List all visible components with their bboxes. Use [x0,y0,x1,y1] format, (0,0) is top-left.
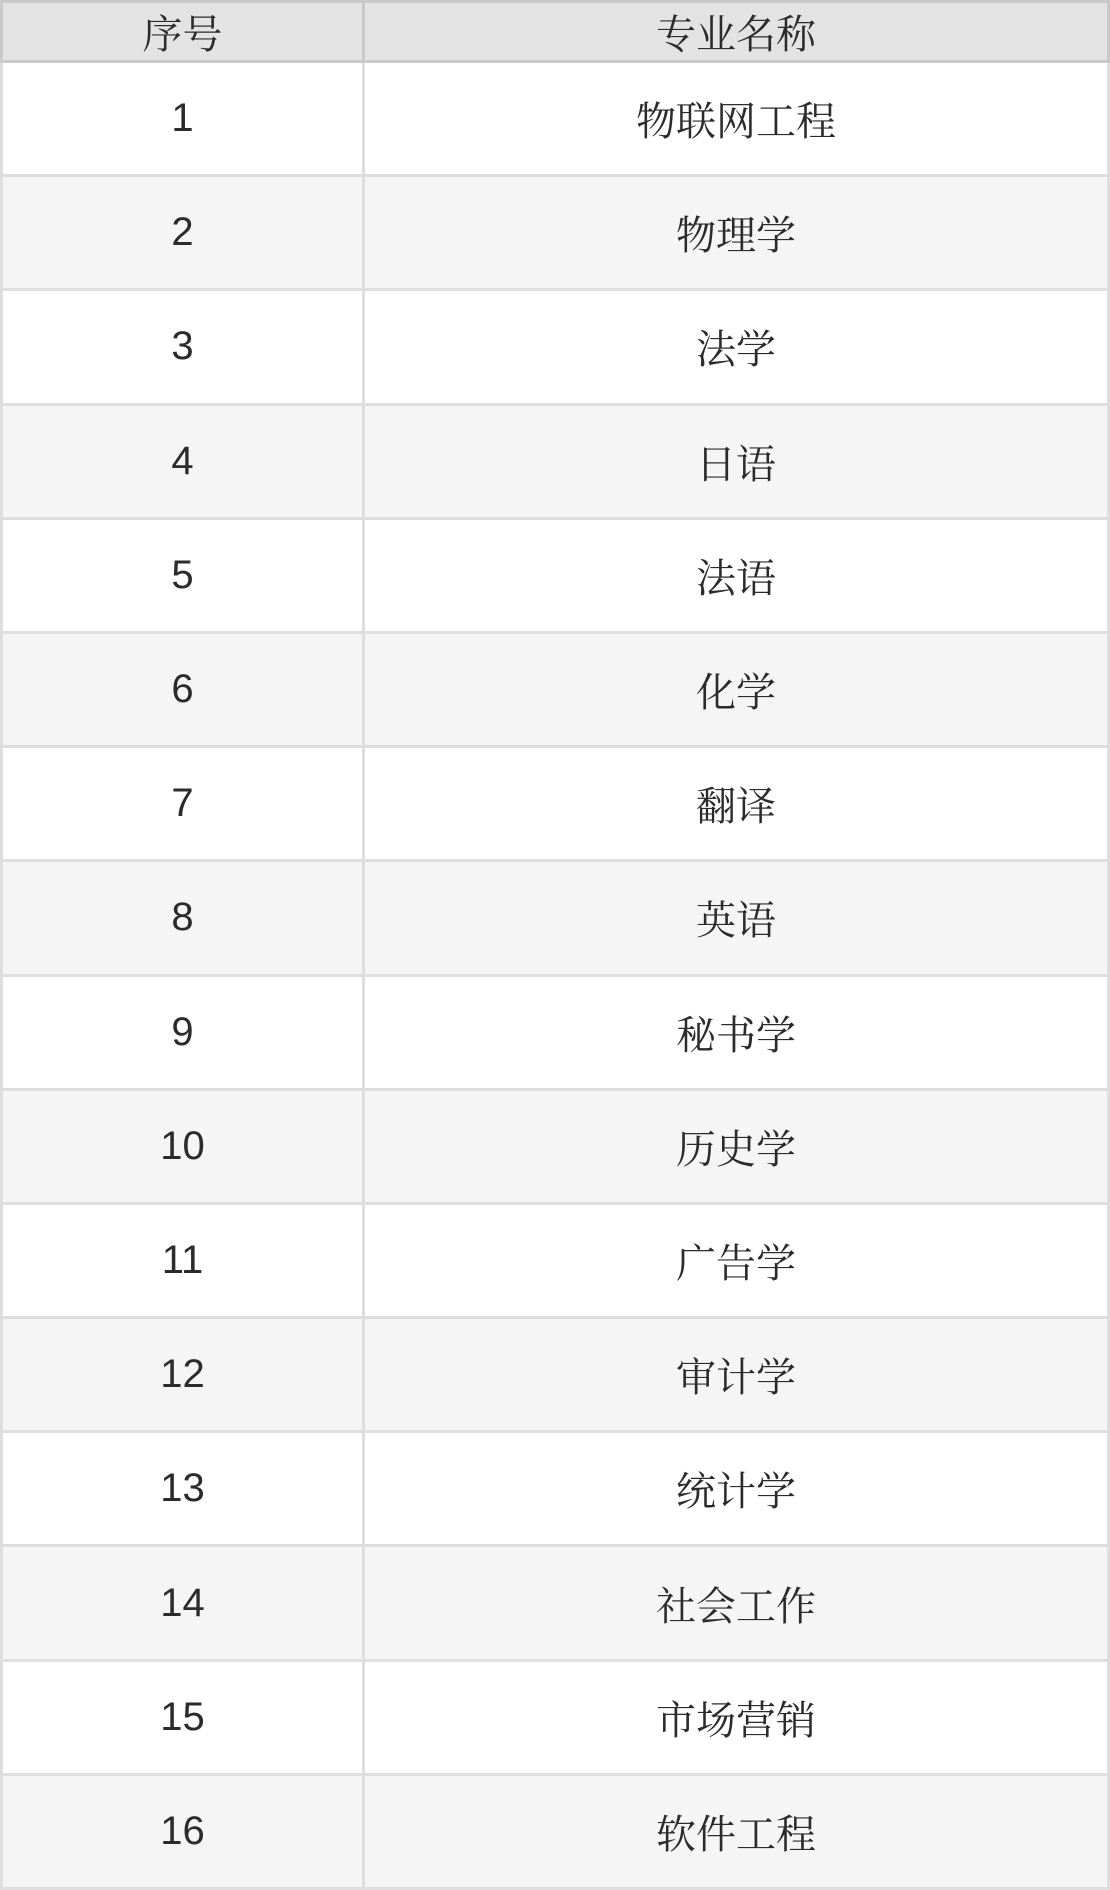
table-row [2,1774,1109,1888]
cell-major-name: 社会工作 [364,1546,1109,1660]
cell-major-name: 日语 [364,404,1109,518]
table-row [2,1432,1109,1546]
table-row [2,290,1109,404]
cell-major-name: 广告学 [364,1203,1109,1317]
cell-serial-number: 3 [2,290,364,404]
table-row [2,1203,1109,1317]
cell-serial-number: 13 [2,1432,364,1546]
table-row [2,1318,1109,1432]
cell-major-name: 法语 [364,518,1109,632]
cell-serial-number: 2 [2,176,364,290]
table-row [2,861,1109,975]
table-header-row [2,2,1109,62]
table-row [2,404,1109,518]
table-row [2,1660,1109,1774]
cell-serial-number: 16 [2,1774,364,1888]
cell-major-name: 市场营销 [364,1660,1109,1774]
table-row [2,1089,1109,1203]
cell-serial-number: 14 [2,1546,364,1660]
table-row [2,1546,1109,1660]
cell-major-name: 物理学 [364,176,1109,290]
header-major-name: 专业名称 [364,2,1109,62]
table-row [2,975,1109,1089]
cell-major-name: 法学 [364,290,1109,404]
cell-serial-number: 15 [2,1660,364,1774]
header-serial-number: 序号 [2,2,364,62]
cell-serial-number: 11 [2,1203,364,1317]
cell-major-name: 物联网工程 [364,62,1109,176]
cell-serial-number: 8 [2,861,364,975]
cell-major-name: 审计学 [364,1318,1109,1432]
cell-serial-number: 5 [2,518,364,632]
cell-major-name: 英语 [364,861,1109,975]
table-row [2,632,1109,746]
cell-serial-number: 6 [2,632,364,746]
cell-major-name: 统计学 [364,1432,1109,1546]
cell-serial-number: 10 [2,1089,364,1203]
cell-serial-number: 12 [2,1318,364,1432]
table-row [2,176,1109,290]
cell-major-name: 历史学 [364,1089,1109,1203]
table-row [2,747,1109,861]
table-row [2,62,1109,176]
cell-serial-number: 4 [2,404,364,518]
cell-serial-number: 1 [2,62,364,176]
table-row [2,518,1109,632]
cell-major-name: 软件工程 [364,1774,1109,1888]
cell-serial-number: 9 [2,975,364,1089]
cell-major-name: 秘书学 [364,975,1109,1089]
cell-serial-number: 7 [2,747,364,861]
cell-major-name: 翻译 [364,747,1109,861]
cell-major-name: 化学 [364,632,1109,746]
